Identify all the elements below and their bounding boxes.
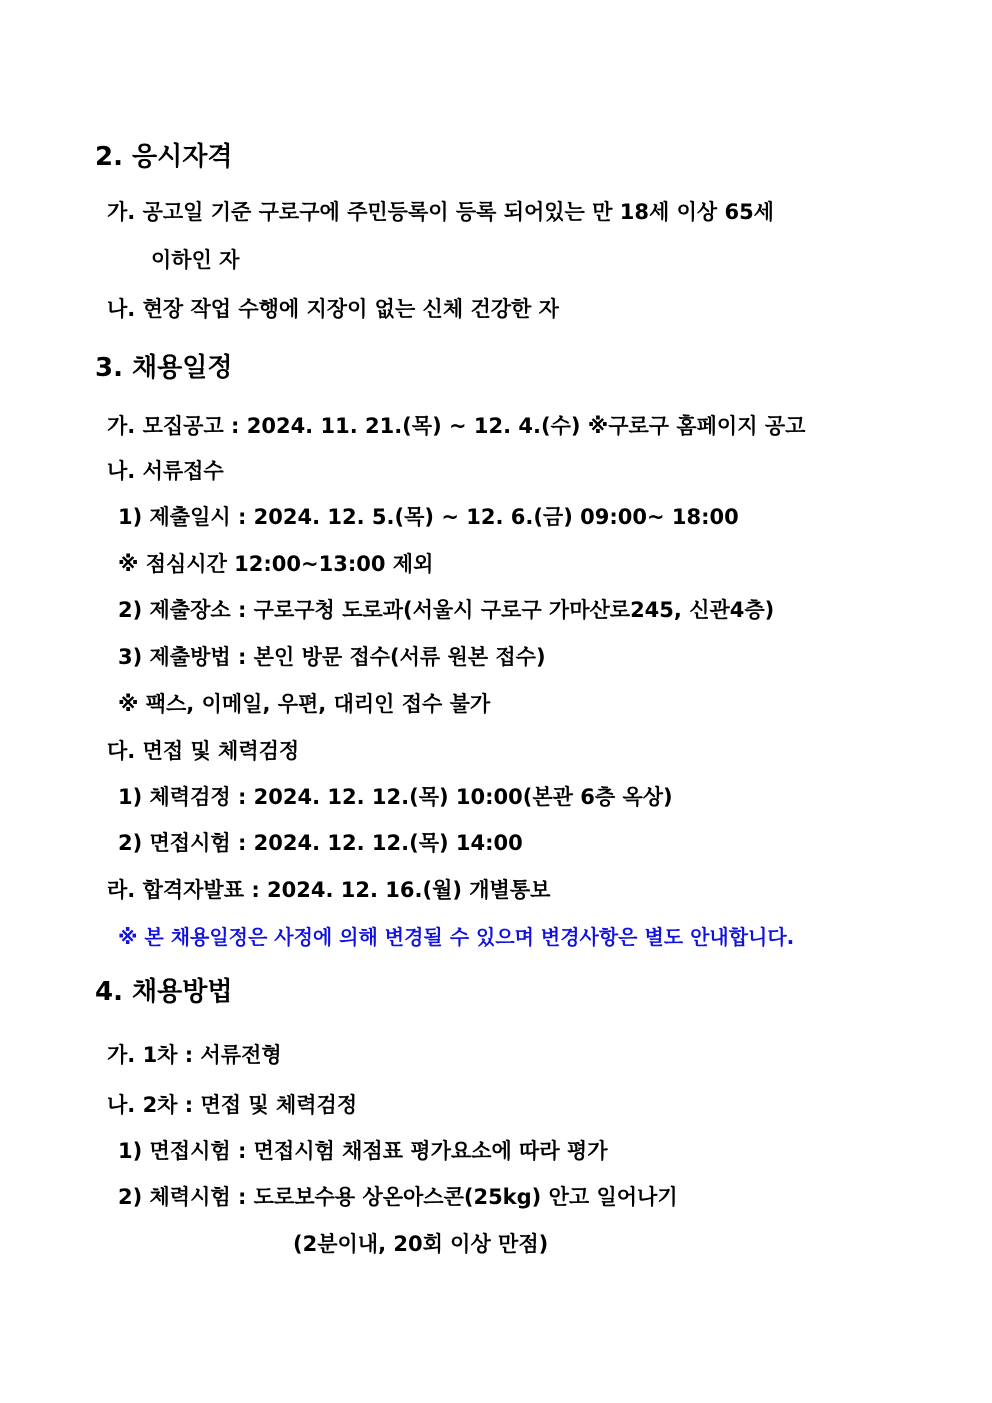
schedule-interview-title: 다. 면접 및 체력검정 [107, 739, 300, 763]
schedule-change-notice: ※ 본 채용일정은 사정에 의해 변경될 수 있으며 변경사항은 별도 안내합니다. [118, 925, 795, 949]
schedule-submit-place: 2) 제출장소 : 구로구청 도로과(서울시 구로구 가마산로245, 신관4층) [118, 598, 775, 622]
method-interview-test: 1) 면접시험 : 면접시험 채점표 평가요소에 따라 평가 [118, 1139, 608, 1163]
schedule-submit-date: 1) 제출일시 : 2024. 12. 5.(목) ~ 12. 6.(금) 09:00~ 18:00 [118, 505, 739, 529]
section-heading-method: 4. 채용방법 [95, 977, 233, 1007]
method-fitness-test: 2) 체력시험 : 도로보수용 상온아스콘(25kg) 안고 일어나기 [118, 1185, 678, 1209]
method-fitness-criteria: (2분이내, 20회 이상 만점) [293, 1232, 549, 1256]
schedule-interview-date: 2) 면접시험 : 2024. 12. 12.(목) 14:00 [118, 831, 523, 855]
qualification-item-ga: 가. 공고일 기준 구로구에 주민등록이 등록 되어있는 만 18세 이상 65세 [107, 200, 774, 224]
schedule-lunch-note: ※ 점심시간 12:00~13:00 제외 [118, 552, 434, 576]
method-first-round: 가. 1차 : 서류전형 [107, 1043, 282, 1067]
schedule-result: 라. 합격자발표 : 2024. 12. 16.(월) 개별통보 [107, 878, 551, 902]
schedule-submit-method: 3) 제출방법 : 본인 방문 접수(서류 원본 접수) [118, 645, 546, 669]
schedule-documents-title: 나. 서류접수 [107, 459, 224, 483]
schedule-fitness-date: 1) 체력검정 : 2024. 12. 12.(목) 10:00(본관 6층 옥상) [118, 785, 673, 809]
method-second-round: 나. 2차 : 면접 및 체력검정 [107, 1093, 358, 1117]
qualification-item-na: 나. 현장 작업 수행에 지장이 없는 신체 건강한 자 [107, 297, 559, 321]
schedule-method-note: ※ 팩스, 이메일, 우편, 대리인 접수 불가 [118, 692, 491, 716]
qualification-item-ga-continued: 이하인 자 [151, 248, 240, 272]
schedule-announcement: 가. 모집공고 : 2024. 11. 21.(목) ~ 12. 4.(수) ※구로구 홈페이지 공고 [107, 414, 806, 438]
section-heading-qualification: 2. 응시자격 [95, 142, 233, 172]
section-heading-schedule: 3. 채용일정 [95, 353, 233, 383]
